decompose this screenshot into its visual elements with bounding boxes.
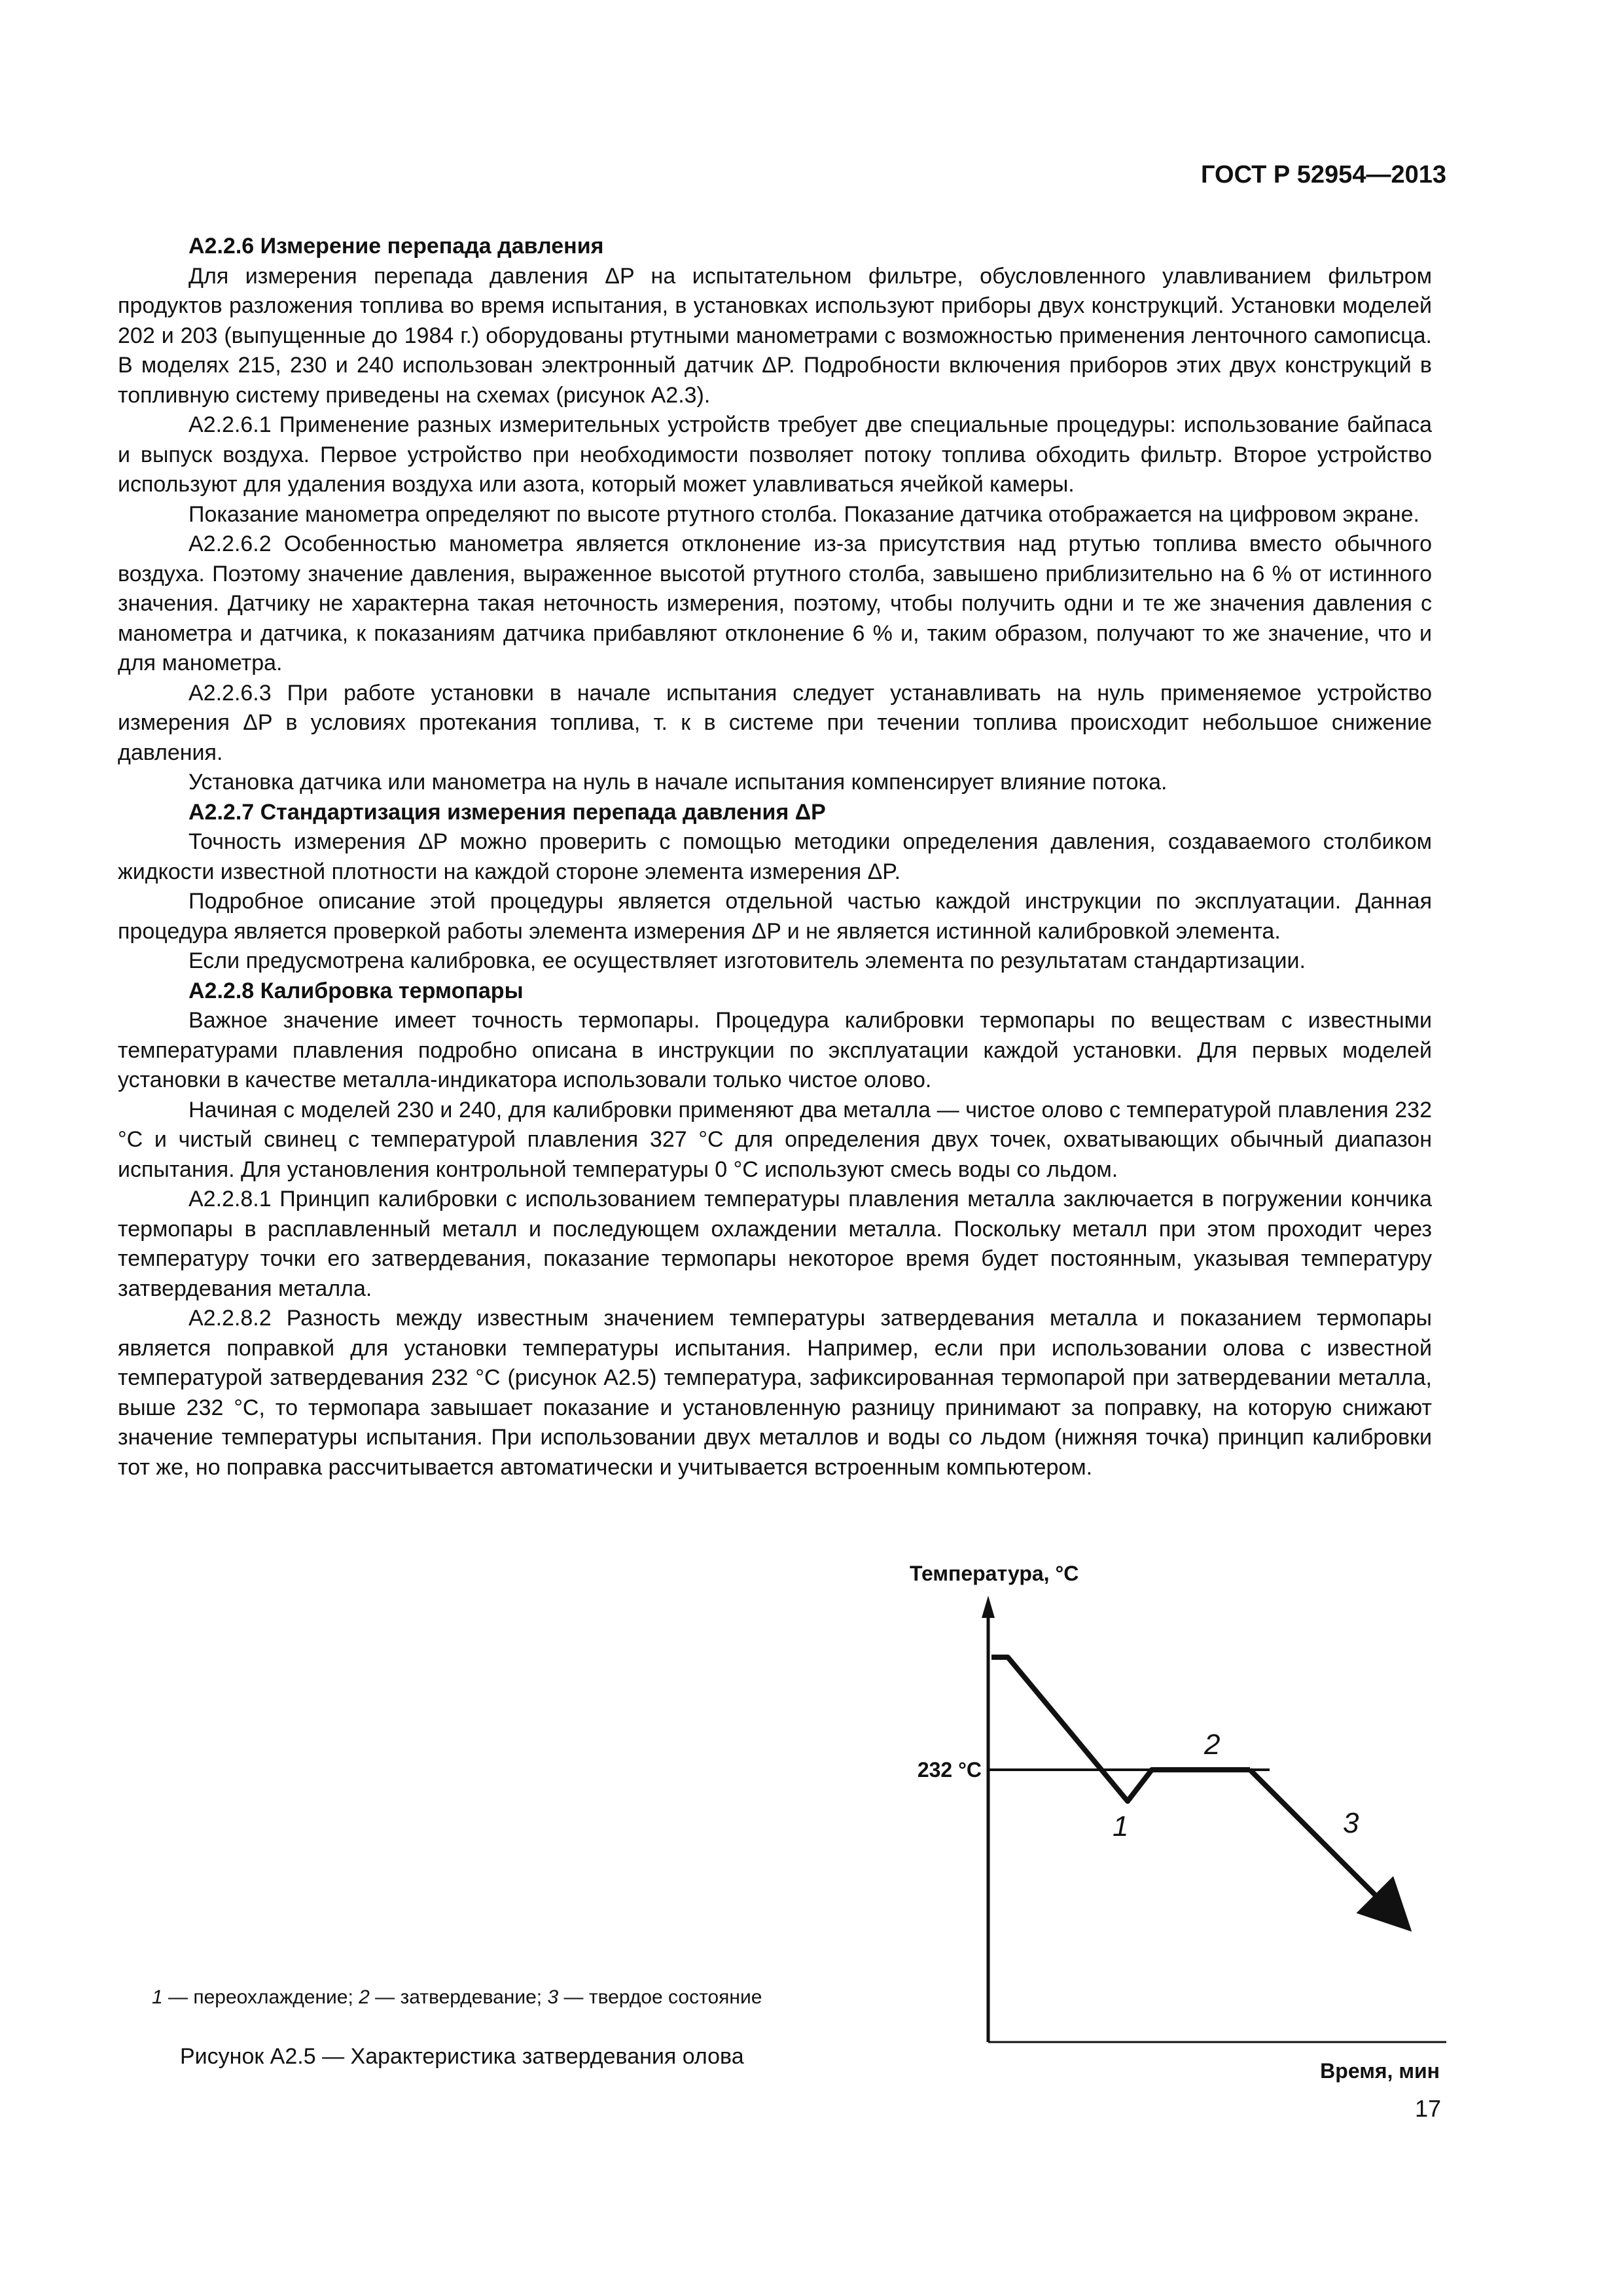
page-number: 17 [1414,2095,1441,2122]
reference-label: 232 °С [917,1758,982,1782]
figure-caption: Рисунок А2.5 — Характеристика затвердевания олова [180,2044,744,2069]
curve-label-solidification: 2 [1204,1729,1221,1761]
solid-state-line [1250,1770,1404,1924]
legend-text: — твердое состояние [558,1986,762,2008]
paragraph: А2.2.6.3 При работе установки в начале испытания следует устанавливать на нуль применяемое устройство измерения ΔP в условиях протекания топлива, т. к в системе при течении топлива происходит небольшое снижение давления. [118,680,1432,765]
paragraph: Установка датчика или манометра на нуль в начале испытания компенсирует влияние потока. [188,770,1168,795]
paragraph: А2.2.8.2 Разность между известным значением температуры затвердевания металла и показанием термопары является поправкой для установки температуры испытания. Например, если при использовании олова с известной температурой затвердевания 232 °С (рисунок А2.5) температура, зафиксированная термопарой при затвердевании металла, выше 232 °С, то термопара завышает показание и установленную разницу принимают за поправку, на которую снижают значение температуры испытания. При использовании двух металлов и воды со льдом (нижняя точка) принцип калибровки тот же, но поправка рассчитывается автоматически и учитывается встроенным компьютером. [118,1306,1432,1480]
y-axis-arrow-icon [982,1596,995,1618]
section-heading: А2.2.7 Стандартизация измерения перепада давления ΔP [188,799,826,825]
legend-text: — затвердевание; [369,1986,548,2008]
paragraph: Подробное описание этой процедуры является отдельной частью каждой инструкции по эксплуатации. Данная процедура является проверкой работы элемента измерения ΔP и не является истинной калибровкой элемента. [118,889,1432,944]
paragraph: Для измерения перепада давления ΔP на испытательном фильтре, обусловленного улавливанием фильтром продуктов разложения топлива во время испытания, в установках используют приборы двух конструкций. Установки моделей 202 и 203 (выпущенные до 1984 г.) оборудованы ртутными манометрами с возможностью применения ленточного самописца. В моделях 215, 230 и 240 использован электронный датчик ΔP. Подробности включения приборов этих двух конструкций в топливную систему приведены на схемах (рисунок А2.3). [118,263,1432,408]
curve-label-solid-state: 3 [1343,1807,1359,1839]
paragraph: Показание манометра определяют по высоте ртутного столба. Показание датчика отображается на цифровом экране. [188,501,1419,527]
paragraph: А2.2.6.1 Применение разных измерительных устройств требует две специальные процедуры: использование байпаса и выпуск воздуха. Первое устройство при необходимости позволяет потоку топлива обходить фильтр. Второе устройство используют для удаления воздуха или азота, который может улавливаться ячейкой камеры. [118,412,1432,497]
paragraph: Если предусмотрена калибровка, ее осуществляет изготовитель элемента по результатам стандартизации. [188,948,1306,973]
legend-number: 3 [547,1986,559,2008]
paragraph: Точность измерения ΔP можно проверить с помощью методики определения давления, создаваемого столбиком жидкости известной плотности на каждой стороне элемента измерения ΔP. [118,829,1432,884]
paragraph: А2.2.8.1 Принцип калибровки с использованием температуры плавления металла заключается в погружении кончика термопары в расплавленный металл и последующем охлаждении металла. Поскольку металл при этом проходит через температуру точки его затвердевания, показание термопары некоторое время будет постоянным, указывая температуру затвердевания металла. [118,1187,1432,1301]
legend-text: — переохлаждение; [162,1986,359,2008]
y-axis-label: Температура, °С [910,1562,1079,1585]
section-heading: А2.2.8 Калибровка термопары [188,978,524,1003]
paragraph: Начиная с моделей 230 и 240, для калибровки применяют два металла — чистое олово с температурой плавления 232 °С и чистый свинец с температурой плавления 327 °С для определения двух точек, охватывающих обычный диапазон испытания. Для установления контрольной температуры 0 °С используют смесь воды со льдом. [118,1097,1432,1182]
figure-legend [152,1984,762,2011]
curve-label-supercooling: 1 [1113,1810,1129,1842]
section-heading: А2.2.6 Измерение перепада давления [188,234,604,259]
legend-number: 2 [359,1986,370,2008]
paragraph: А2.2.6.2 Особенностью манометра является отклонение из-за присутствия над ртутью топлива вместо обычного воздуха. Поэтому значение давления, выраженное высотой ртутного столба, завышено приблизительно на 6 % от истинного значения. Датчику не характерна такая неточность измерения, поэтому, чтобы получить одни и те же значения давления с манометра и датчика, к показаниям датчика прибавляют отклонение 6 % и, таким образом, получают то же значение, что и для манометра. [118,531,1432,675]
paragraph: Важное значение имеет точность термопары. Процедура калибровки термопары по веществам с известными температурами плавления подробно описана в инструкции по эксплуатации каждой установки. Для первых моделей установки в качестве металла-индикатора использовали только чистое олово. [118,1008,1432,1092]
solidification-diagram [851,1545,1466,2094]
body-text [118,232,1432,1482]
x-axis-label: Время, мин [1320,2059,1440,2083]
standard-designation: ГОСТ Р 52954—2013 [1201,161,1446,188]
legend-number: 1 [152,1986,163,2008]
